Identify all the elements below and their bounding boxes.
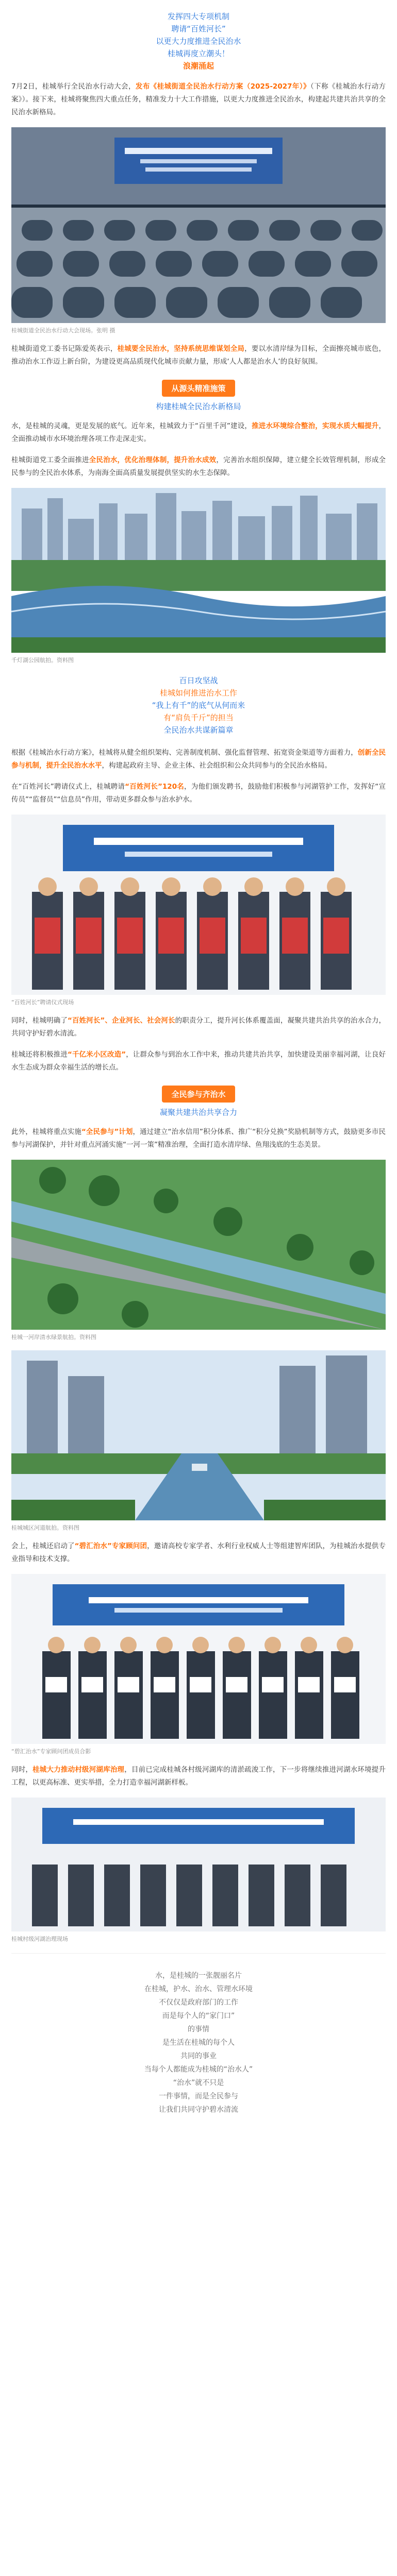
photo-village-river — [11, 1798, 386, 1931]
photo-river-chief-ceremony — [11, 815, 386, 995]
footer-line-10: 一件事情，而是全民参与 — [159, 2092, 238, 2100]
city-canal-graphic — [11, 1350, 386, 1520]
intro-lead: 浪潮涌起 — [183, 61, 214, 71]
footer-line-6: 是生活在桂城的每个人 — [162, 2039, 235, 2047]
quote2-line-1: 百日攻坚战 — [179, 676, 218, 685]
quote2-line-2: 桂城如何推进治水工作 — [159, 688, 237, 698]
footer-line-5: 的事情 — [188, 2025, 209, 2033]
quote2-line-4: 有“肩负千斤”的担当 — [163, 713, 234, 722]
intro-line-1: 发挥四大专项机制 — [167, 12, 229, 21]
paragraph-9: 此外，桂城将重点实施“全民参与”计划，通过建立“治水信用”积分体系、推广“积分兑换”奖励机制等方式，鼓励更多市民参与河湖保护，并针对重点河涌实施“一河一策”精准治理，全面打造水清岸绿、鱼翔浅底的生态美景。 — [11, 1128, 386, 1149]
footer-line-2: 在桂城，护水、治水、管理水环境 — [144, 1985, 253, 1993]
paragraph-1: 7月2日，桂城举行全民治水行动大会，发布《桂城街道全民治水行动方案（2025-2027年）》（下称《桂城治水行动方案》）。接下来，桂城将聚焦四大重点任务，精准发力十大工作措施，以更大力度推进全民治水，构建起共建共治共享的全民治水新格局。 — [11, 82, 386, 116]
footer-line-3: 不仅仅是政府部门的工作 — [159, 1998, 238, 2007]
intro-line-2: 聘请“百姓河长” — [171, 24, 226, 33]
section-2-sub: 凝聚共建共治共享合力 — [159, 1108, 237, 1117]
ceremony-graphic — [11, 815, 386, 995]
footer-line-8: 当每个人都能成为桂城的“治水人” — [144, 2065, 253, 2074]
footer-block — [0, 1969, 397, 2137]
caption-6: “碧汇治水”专家顾问团成员合影 — [11, 1748, 91, 1755]
footer-line-11: 让我们共同守护碧水清流 — [159, 2106, 238, 2114]
quote2-line-5: 全民治水共谋新篇章 — [163, 725, 234, 735]
paragraph-2: 桂城街道党工委书记陈爱英表示，桂城要全民治水，坚持系统思维谋划全局，要以水清岸绿为目标，全面擦亮城市底色，推动治水工作迈上新台阶，为建设更高品质现代化城市贡献力量，形成‘人人都是治水人’的良好氛围。 — [11, 345, 386, 366]
river-aerial-graphic — [11, 1160, 386, 1330]
intro-line-4: 桂城再度立潮头！ — [167, 49, 229, 58]
section-2-header — [0, 1086, 397, 1117]
paragraph-11: 同时，桂城大力推动村级河湖库治理，目前已完成桂城各村级河湖库的清淤疏浚工作，下一步将继续推进河湖水环境提升工程，以更高标准、更实举措，全力打造幸福河湖新样板。 — [11, 1766, 386, 1787]
caption-1: 桂城街道全民治水行动大会现场。张明 摄 — [11, 327, 115, 334]
intro-line-3: 以更大力度推进全民治水 — [156, 37, 241, 46]
section-2-tag: 全民参与齐治水 — [162, 1086, 235, 1103]
city-lake-graphic — [11, 488, 386, 653]
caption-4: 桂城一河岸清水绿景航拍。资料图 — [11, 1334, 96, 1341]
caption-7: 桂城村级河湖治理现场 — [11, 1936, 68, 1942]
paragraph-5: 根据《桂城治水行动方案》，桂城将从健全组织架构、完善制度机制、强化监督管理、拓宽资金渠道等方面着力，创新全民参与机制，提升全民治水水平，构建起政府主导、企业主体、社会组织和公众共同参与的全民治水格局。 — [11, 749, 386, 770]
footer-line-4: 而是每个人的“家门口” — [162, 2012, 235, 2020]
paragraph-8: 桂城还将积极推进“千亿米小区改造”，让群众参与到治水工作中来，推动共建共治共享，加快建设美丽幸福河湖，让良好水生态成为群众幸福生活的增长点。 — [11, 1050, 386, 1072]
section-1-tag: 从源头精准施策 — [162, 380, 235, 397]
section-1-header — [0, 380, 397, 412]
meeting-photo-graphic — [11, 127, 386, 323]
paragraph-10: 会上，桂城还启动了“碧汇治水”专家顾问团，邀请高校专家学者、水利行业权威人士等组建智库团队，为桂城治水提供专业指导和技术支撑。 — [11, 1542, 386, 1563]
paragraph-3: 水，是桂城的灵魂，更是发展的底气。近年来，桂城致力于“百里千河”建设，推进水环境综合整治，实现水质大幅提升，全面推动城市水环境治理各项工作走深走实。 — [11, 422, 386, 443]
photo-river-aerial — [11, 1160, 386, 1330]
expert-panel-graphic — [11, 1574, 386, 1744]
footer-line-9: “治水”就不只是 — [173, 2079, 224, 2087]
caption-2: 千灯湖公园航拍。资料图 — [11, 657, 74, 664]
photo-city-lake — [11, 488, 386, 653]
quote2-line-3: “我上有千”的底气从何而来 — [152, 701, 245, 710]
intro-block — [0, 0, 397, 72]
caption-3: “百姓河长”聘请仪式现场 — [11, 999, 74, 1006]
village-river-graphic — [11, 1798, 386, 1931]
photo-expert-panel — [11, 1574, 386, 1744]
quote-block-2 — [0, 674, 397, 736]
photo-city-canal — [11, 1350, 386, 1520]
footer-line-1: 水，是桂城的一张靓丽名片 — [155, 1972, 242, 1980]
divider — [11, 1953, 386, 1954]
section-1-sub: 构建桂城全民治水新格局 — [156, 402, 241, 411]
footer-line-7: 共同的事业 — [180, 2052, 217, 2060]
caption-5: 桂城城区河道航拍。资料图 — [11, 1524, 79, 1531]
paragraph-4: 桂城街道党工委全面推进全民治水，优化治理体制，提升治水成效，完善治水组织保障，建立健全长效管理机制，形成全民参与的全民治水体系，为南海全面高质量发展提供坚实的水生态保障。 — [11, 456, 386, 477]
paragraph-6: 在“百姓河长”聘请仪式上，桂城聘请“百姓河长”120名，为他们颁发聘书，鼓励他们积极参与河湖管护工作，发挥好“宣传员”“监督员”“信息员”作用，带动更多群众参与治水护水。 — [11, 783, 386, 804]
photo-meeting — [11, 127, 386, 323]
paragraph-7: 同时，桂城明确了“百姓河长”、企业河长、社会河长的职责分工，提升河长体系覆盖面，凝聚共建共治共享的治水合力，共同守护好碧水清流。 — [11, 1016, 386, 1038]
